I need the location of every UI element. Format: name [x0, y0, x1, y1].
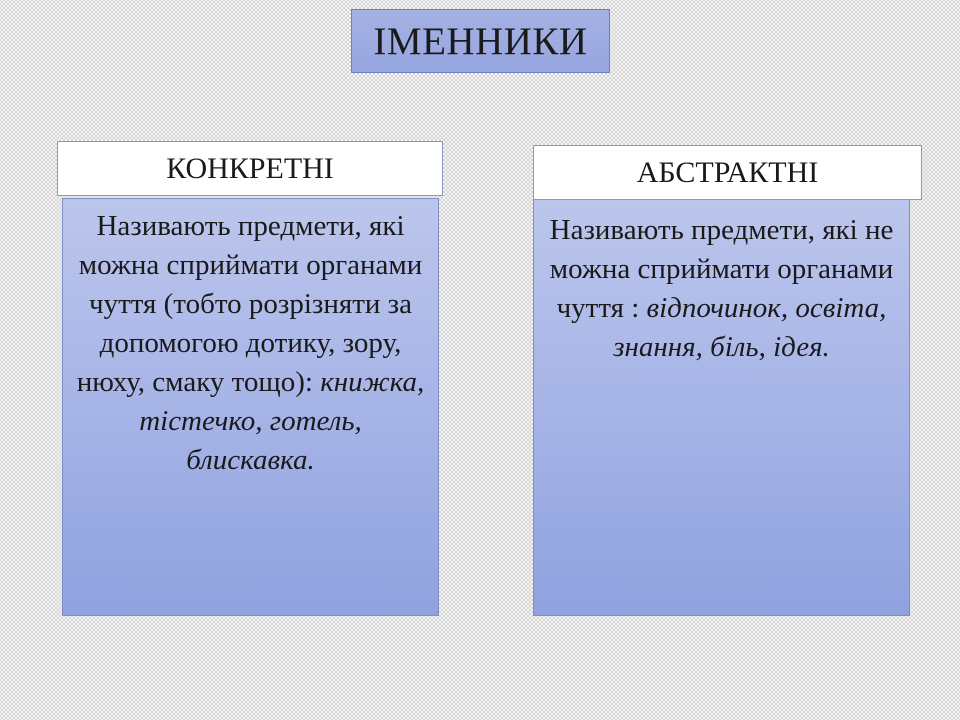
header-concrete: КОНКРЕТНІ	[57, 141, 443, 196]
description-concrete: Називають предмети, які можна сприймати органами чуття (тобто розрізняти за допомогою дотику, зору, нюху, смаку тощо):	[76, 210, 423, 398]
description-text-abstract	[546, 211, 897, 367]
description-abstract: Називають предмети, які не можна сприймати органами чуття :	[549, 214, 894, 324]
examples-concrete: книжка, тістечко, готель, блискавка.	[139, 366, 425, 476]
description-box-concrete	[62, 198, 439, 616]
examples-abstract: відпочинок, освіта, знання, біль, ідея.	[613, 292, 887, 363]
diagram-title: ІМЕННИКИ	[351, 9, 610, 73]
description-text-concrete	[75, 207, 426, 480]
header-abstract: АБСТРАКТНІ	[533, 145, 922, 200]
description-box-abstract	[533, 198, 910, 616]
